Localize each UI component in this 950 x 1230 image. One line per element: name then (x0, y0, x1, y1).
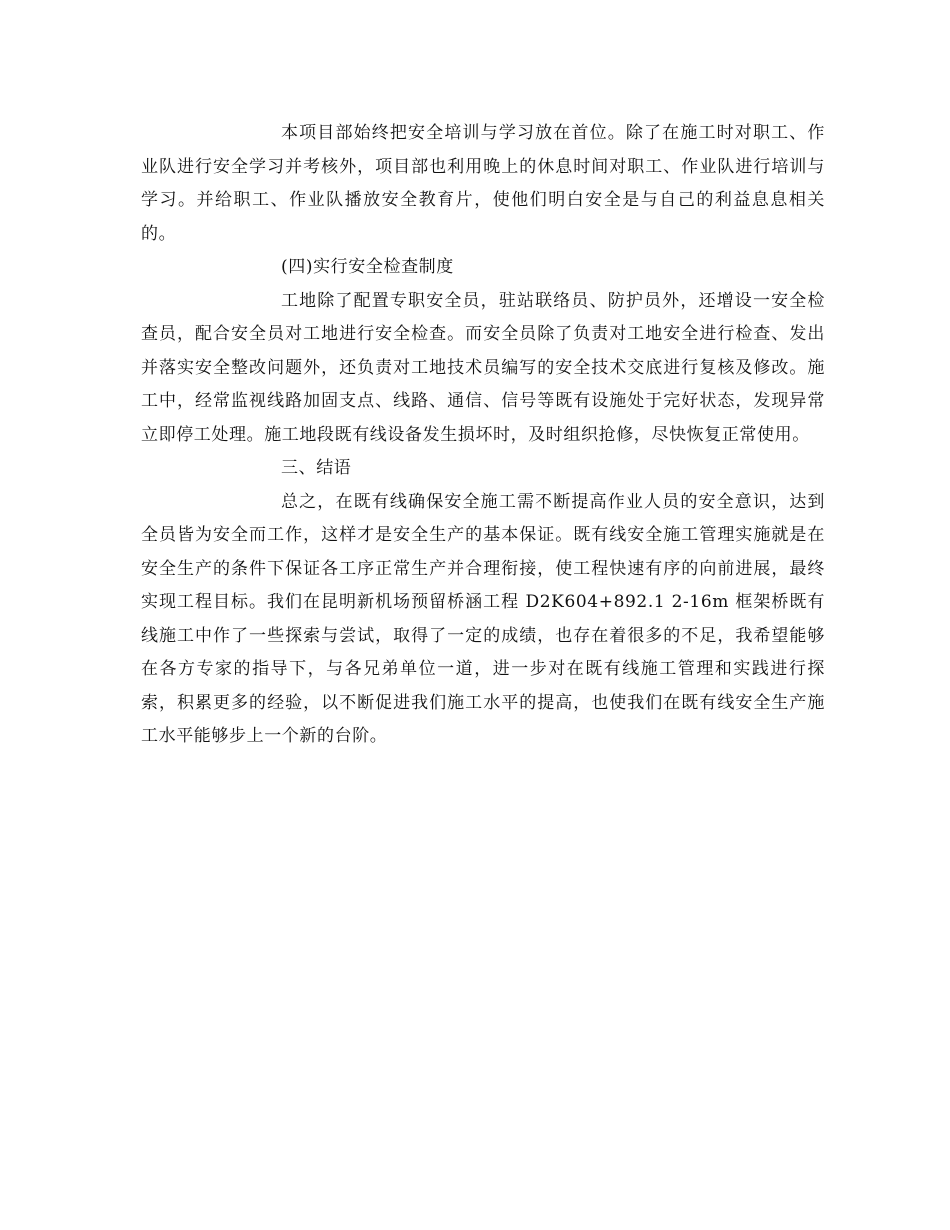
section-heading-safety-inspection: (四)实行安全检查制度 (281, 257, 454, 277)
paragraph-safety-inspection: 工地除了配置专职安全员，驻站联络员、防护员外，还增设一安全检查员，配合安全员对工地进行安全检查。而安全员除了负责对工地安全进行检查、发出并落实安全整改问题外，还负责对工地技术员编写的安全技术交底进行复核及修改。施工中，经常监视线路加固支点、线路、通信、信号等既有设施处于完好状态，发现异常立即停工处理。施工地段既有线设备发生损坏时，及时组织抢修，尽快恢复正常使用。 (141, 290, 825, 445)
paragraph-conclusion: 总之，在既有线确保安全施工需不断提高作业人员的安全意识，达到全员皆为安全而工作，这样才是安全生产的基本保证。既有线安全施工管理实施就是在安全生产的条件下保证各工序正常生产并合理衔接，使工程快速有序的向前进展，最终实现工程目标。我们在昆明新机场预留桥涵工程 D2K604+892.1 2-16m 框架桥既有线施工中作了一些探索与尝试，取得了一定的成绩，也存在着很多的不足，我希望能够在各方专家的指导下，与各兄弟单位一道，进一步对在既有线施工管理和实践进行探索，积累更多的经验，以不断促进我们施工水平的提高，也使我们在既有线安全生产施工水平能够步上一个新的台阶。 (141, 491, 825, 746)
section-heading-conclusion: 三、结语 (281, 458, 352, 478)
paragraph-safety-training: 本项目部始终把安全培训与学习放在首位。除了在施工时对职工、作业队进行安全学习并考核外，项目部也利用晚上的休息时间对职工、作业队进行培训与学习。并给职工、作业队播放安全教育片，使他们明白安全是与自己的利益息息相关的。 (141, 123, 825, 244)
document-body (141, 117, 825, 754)
